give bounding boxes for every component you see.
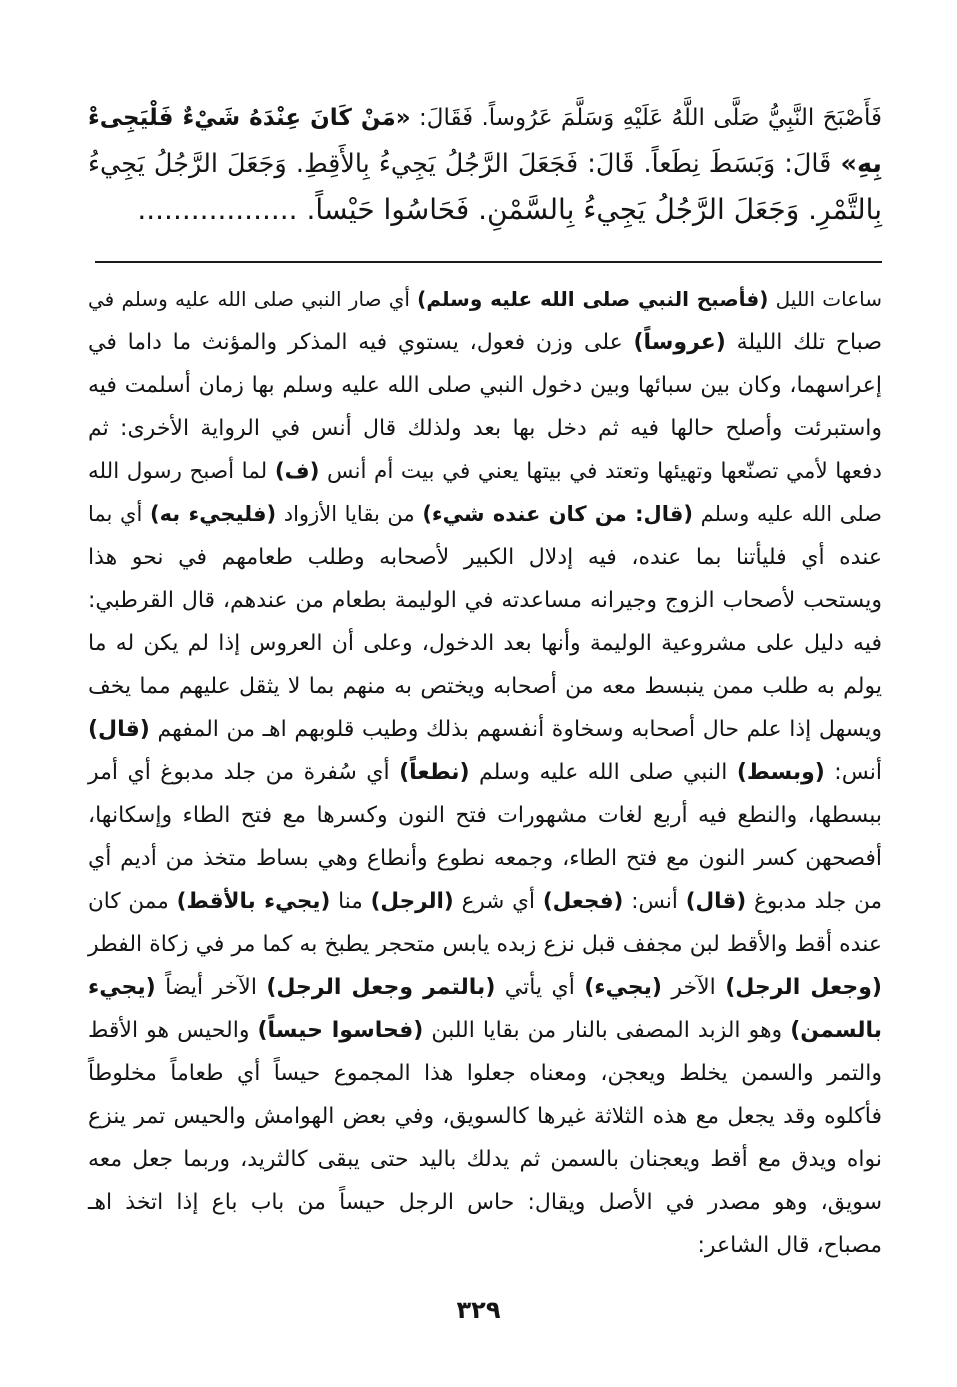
bold-quoted-text: بِهِ» [840, 149, 882, 179]
commentary-line-13 [88, 794, 882, 837]
text-segment: منا [330, 889, 371, 914]
text-segment: النبي صلى الله عليه وسلم [469, 760, 737, 785]
bold-quoted-text: (يجيء [88, 975, 156, 1000]
bold-quoted-text: (الرجل) [370, 889, 454, 914]
text-segment: من بقايا الأزواد [276, 502, 423, 526]
bold-quoted-text: (قال: من كان عنده شيء) [422, 502, 693, 526]
text-segment: يولم به طلب ممن ينبسط معه من أصحابه ويختص به منهم بما لا يثقل عليهم مما يخف [88, 674, 882, 699]
text-segment: ببسطها، والنطع فيه أربع لغات مشهورات فتح النون وكسرها مع فتح الطاء وإسكانها، [88, 803, 882, 828]
bold-quoted-text: (يجيء بالأقط) [176, 889, 331, 914]
text-segment: والتمر والسمن يخلط ويعجن، ومعناه جعلوا هذا المجموع حيساً أي طعاماً مخلوطاً [88, 1061, 882, 1086]
main-text-line-1 [88, 95, 882, 141]
text-segment: أي سُفرة من جلد مدبوغ أي أمر [88, 760, 400, 785]
commentary-line-4 [88, 407, 882, 450]
bold-quoted-text: (فأصبح النبي صلى الله عليه وسلم) [417, 287, 769, 311]
bold-quoted-text: (قال) [88, 717, 150, 742]
bold-quoted-text: (فجعل) [542, 889, 624, 914]
text-segment: أي يأتي [495, 975, 585, 1000]
text-segment: نواه ويدق مع أقط ويعجنان بالسمن ثم يدلك باليد حتى يبقى كالثريد، وربما جعل معه [88, 1147, 882, 1172]
text-segment: مصباح، قال الشاعر: [697, 1233, 882, 1258]
commentary-line-15 [88, 880, 882, 923]
text-segment: صباح تلك الليلة [725, 330, 882, 355]
text-segment: صلى الله عليه وسلم [692, 502, 883, 526]
commentary-line-22 [88, 1181, 882, 1224]
bold-quoted-text: بالسمن) [790, 1018, 882, 1043]
bold-quoted-text: (فليجيء به) [149, 502, 277, 526]
commentary-line-6 [88, 493, 882, 536]
commentary-line-23 [88, 1224, 882, 1267]
text-segment: من جلد مدبوغ [746, 889, 882, 914]
commentary-text [88, 278, 882, 1267]
text-segment: والحيس هو الأقط [88, 1018, 258, 1043]
text-segment: بِالتَّمْرِ. وَجَعَلَ الرَّجُلُ يَجِيءُ بِالسَّمْنِ. فَحَاسُوا حَيْساً. .................. [137, 193, 882, 226]
text-segment: فأكلوه وقد يجعل مع هذه الثلاثة غيرها كالسويق، وفي بعض الهوامش والحيس تمر ينزع [88, 1104, 882, 1129]
main-hadith-text [88, 95, 882, 233]
commentary-line-20 [88, 1095, 882, 1138]
bold-quoted-text: (عروساً) [633, 330, 726, 355]
text-segment: قَالَ: وَبَسَطَ نِطَعاً. قَالَ: فَجَعَلَ الرَّجُلُ يَجِيءُ بِالأَقِطِ. وَجَعَلَ الرَّجُلُ يَجِيءُ [88, 149, 841, 179]
commentary-line-18 [88, 1009, 882, 1052]
bold-quoted-text: (فحاسوا حيساً) [257, 1018, 424, 1043]
text-segment: ويستحب لأصحاب الزوج وجيرانه مساعدته في الوليمة بطعام من عندهم، قال القرطبي: [88, 588, 882, 613]
text-segment: الآخر أيضاً [155, 975, 267, 1000]
text-segment: أنس: [623, 889, 686, 914]
main-text-line-2 [88, 141, 882, 187]
text-segment: ساعات الليل [768, 287, 883, 311]
separator-rule [95, 261, 882, 263]
text-segment: لما أصبح رسول الله [88, 459, 275, 484]
text-segment: أنس: [824, 760, 882, 785]
text-segment: دفعها لأمي تصنّعها وتهيئها وتعتد في بيتها يعني في بيت أم أنس [319, 459, 882, 484]
commentary-line-1 [88, 278, 882, 321]
bold-quoted-text: (وجعل الرجل) [725, 975, 882, 1000]
commentary-line-16 [88, 923, 882, 966]
commentary-line-8 [88, 579, 882, 622]
commentary-line-17 [88, 966, 882, 1009]
text-segment: أفصحهن كسر النون مع فتح الطاء، وجمعه نطوع وأنطاع وهي بساط متخذ من أديم أي [88, 846, 882, 871]
commentary-line-10 [88, 665, 882, 708]
text-segment: أي بما [88, 502, 150, 526]
text-segment: سويق، وهو مصدر في الأصل ويقال: حاس الرجل حيساً من باب باع إذا اتخذ اهـ [88, 1190, 882, 1215]
text-segment: ممن كان [88, 889, 177, 914]
main-text-line-3 [88, 187, 882, 233]
bold-quoted-text: (نطعاً) [399, 760, 470, 785]
commentary-line-7 [88, 536, 882, 579]
text-segment: واستبرئت وأصلح حالها فيه ثم دخل بها بعد ولذلك قال أنس في الرواية الأخرى: ثم [88, 416, 882, 441]
page-number: ٣٢٩ [456, 1296, 501, 1324]
bold-quoted-text: (وبسط) [736, 760, 825, 785]
text-segment: الآخر [661, 975, 726, 1000]
text-segment: عنده أقط والأقط لبن مجفف قبل نزع زبده يابس متحجر يطبخ به كما مر في زكاة الفطر [88, 932, 882, 957]
text-segment: وهو الزبد المصفى بالنار من بقايا اللبن [423, 1018, 791, 1043]
text-segment: على وزن فعول، يستوي فيه المذكر والمؤنث ما داما في [88, 330, 634, 355]
commentary-line-12 [88, 751, 882, 794]
bold-quoted-text: (ف) [274, 459, 320, 484]
text-segment: إعراسهما، وكان بين سبائها وبين دخول النبي صلى الله عليه وسلم بها زمان أسلمت فيه [88, 373, 882, 398]
commentary-line-21 [88, 1138, 882, 1181]
commentary-line-9 [88, 622, 882, 665]
commentary-line-2 [88, 321, 882, 364]
bold-quoted-text: (يجيء) [584, 975, 662, 1000]
commentary-line-11 [88, 708, 882, 751]
text-segment: عنده أي فليأتنا بما عنده، فيه إدلال الكبير لأصحابه وطلب طعامهم في نحو هذا [88, 545, 882, 570]
commentary-line-3 [88, 364, 882, 407]
bold-quoted-text: (قال) [685, 889, 747, 914]
commentary-line-5 [88, 450, 882, 493]
commentary-line-19 [88, 1052, 882, 1095]
text-segment: فَأَصْبَحَ النَّبِيُّ صَلَّى اللَّهُ عَلَيْهِ وَسَلَّمَ عَرُوساً. فَقَالَ: [410, 105, 882, 131]
bold-quoted-text: «مَنْ كَانَ عِنْدَهُ شَيْءٌ فَلْيَجِىءْ [88, 105, 411, 131]
text-segment: ويسهل إذا علم حال أصحابه وسخاوة أنفسهم بذلك وطيب قلوبهم اهـ من المفهم [149, 717, 882, 742]
commentary-line-14 [88, 837, 882, 880]
text-segment: فيه دليل على مشروعية الوليمة وأنها بعد الدخول، وعلى أن العروس إذا لم يكن له ما [88, 631, 882, 656]
text-segment: أي شرع [453, 889, 543, 914]
text-segment: أي صار النبي صلى الله عليه وسلم في [88, 287, 418, 311]
bold-quoted-text: (بالتمر وجعل الرجل) [266, 975, 496, 1000]
